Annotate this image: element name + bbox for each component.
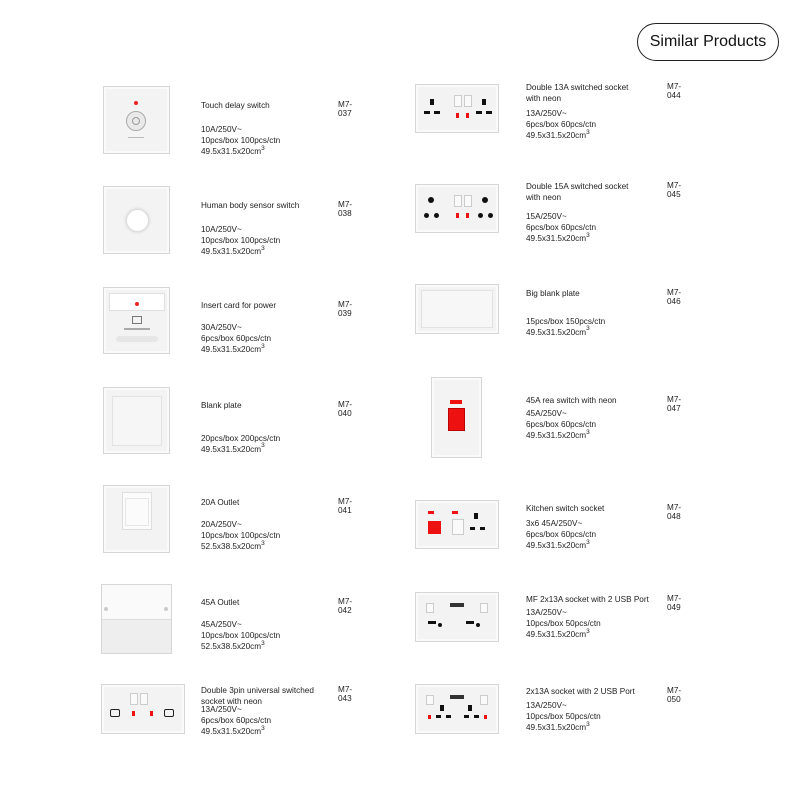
product-specs: 45A/250V~ 6pcs/box 60pcs/ctn $49.5x31.5x20cm^3$ [526, 409, 597, 441]
product-specs: 30A/250V~ 6pcs/box 60pcs/ctn $49.5x31.5x20cm^3$ [201, 323, 272, 355]
product-name: Human body sensor switch [201, 201, 300, 210]
product-name: 20A Outlet [201, 498, 240, 507]
product-specs: 15pcs/box 150pcs/ctn $49.5x31.5x20cm^3$ [526, 317, 606, 338]
double-socket-15a-icon [415, 184, 499, 233]
double-socket-13a-icon [415, 84, 499, 133]
product-code: M7-039 [338, 300, 353, 318]
product-name: 2x13A socket with 2 USB Port [526, 687, 635, 696]
product-specs: 20pcs/box 200pcs/ctn $49.5x31.5x20cm^3$ [201, 434, 281, 455]
product-specs: 45A/250V~ 10pcs/box 100pcs/ctn $52.5x38.5x20cm^3$ [201, 620, 281, 652]
product-name: Touch delay switch [201, 101, 270, 110]
product-code: M7-044 [667, 82, 682, 100]
product-name: 45A rea switch with neon [526, 396, 617, 405]
product-code: M7-048 [667, 503, 682, 521]
product-code: M7-041 [338, 497, 353, 515]
product-specs: 10A/250V~ 10pcs/box 100pcs/ctn $49.5x31.5x20cm^3$ [201, 225, 281, 257]
universal-socket-icon [101, 684, 185, 734]
product-code: M7-045 [667, 181, 682, 199]
outlet-45a-icon [101, 584, 172, 654]
product-specs: 13A/250V~ 10pcs/box 50pcs/ctn $49.5x31.5x20cm^3$ [526, 608, 601, 640]
product-name: MF 2x13A socket with 2 USB Port [526, 595, 649, 604]
product-code: M7-046 [667, 288, 682, 306]
similar-products-button[interactable] [637, 23, 779, 61]
similar-products-label: Similar Products [649, 33, 767, 50]
product-specs: 13A/250V~ 10pcs/box 50pcs/ctn $49.5x31.5x20cm^3$ [526, 701, 601, 733]
product-name: Big blank plate [526, 289, 580, 298]
card-switch-icon [103, 287, 170, 354]
product-code: M7-043 [338, 685, 353, 703]
blank-plate-icon [103, 387, 170, 454]
product-specs: 10A/250V~ 10pcs/box 100pcs/ctn $49.5x31.5x20cm^3$ [201, 125, 281, 157]
big-blank-plate-icon [415, 284, 499, 334]
product-code: M7-049 [667, 594, 682, 612]
sensor-switch-icon [103, 186, 170, 254]
product-code: M7-040 [338, 400, 353, 418]
product-specs: 20A/250V~ 10pcs/box 100pcs/ctn $52.5x38.5x20cm^3$ [201, 520, 281, 552]
product-name: Insert card for power [201, 301, 277, 310]
product-name: Kitchen switch socket [526, 504, 605, 513]
touch-switch-icon [103, 86, 170, 154]
product-code: M7-037 [338, 100, 353, 118]
product-specs: 13A/250V~ 6pcs/box 60pcs/ctn $49.5x31.5x20cm^3$ [526, 109, 597, 141]
product-name: Double 13A switched socket with neon [526, 83, 629, 103]
kitchen-socket-icon [415, 500, 499, 549]
product-specs: 3x6 45A/250V~ 6pcs/box 60pcs/ctn $49.5x31.5x20cm^3$ [526, 519, 597, 551]
product-code: M7-047 [667, 395, 682, 413]
switch-45a-icon [431, 377, 482, 458]
product-name: Blank plate [201, 401, 242, 410]
product-code: M7-042 [338, 597, 353, 615]
mf-usb-socket-icon [415, 592, 499, 642]
product-name: Double 15A switched socket with neon [526, 182, 629, 202]
product-specs: 15A/250V~ 6pcs/box 60pcs/ctn $49.5x31.5x20cm^3$ [526, 212, 597, 244]
product-name: Double 3pin universal switched socket with neon [201, 686, 314, 706]
product-code: M7-038 [338, 200, 353, 218]
usb-socket-icon [415, 684, 499, 734]
product-code: M7-050 [667, 686, 682, 704]
outlet-20a-icon [103, 485, 170, 553]
product-specs: 13A/250V~ 6pcs/box 60pcs/ctn $49.5x31.5x20cm^3$ [201, 705, 272, 737]
product-name: 45A Outlet [201, 598, 240, 607]
